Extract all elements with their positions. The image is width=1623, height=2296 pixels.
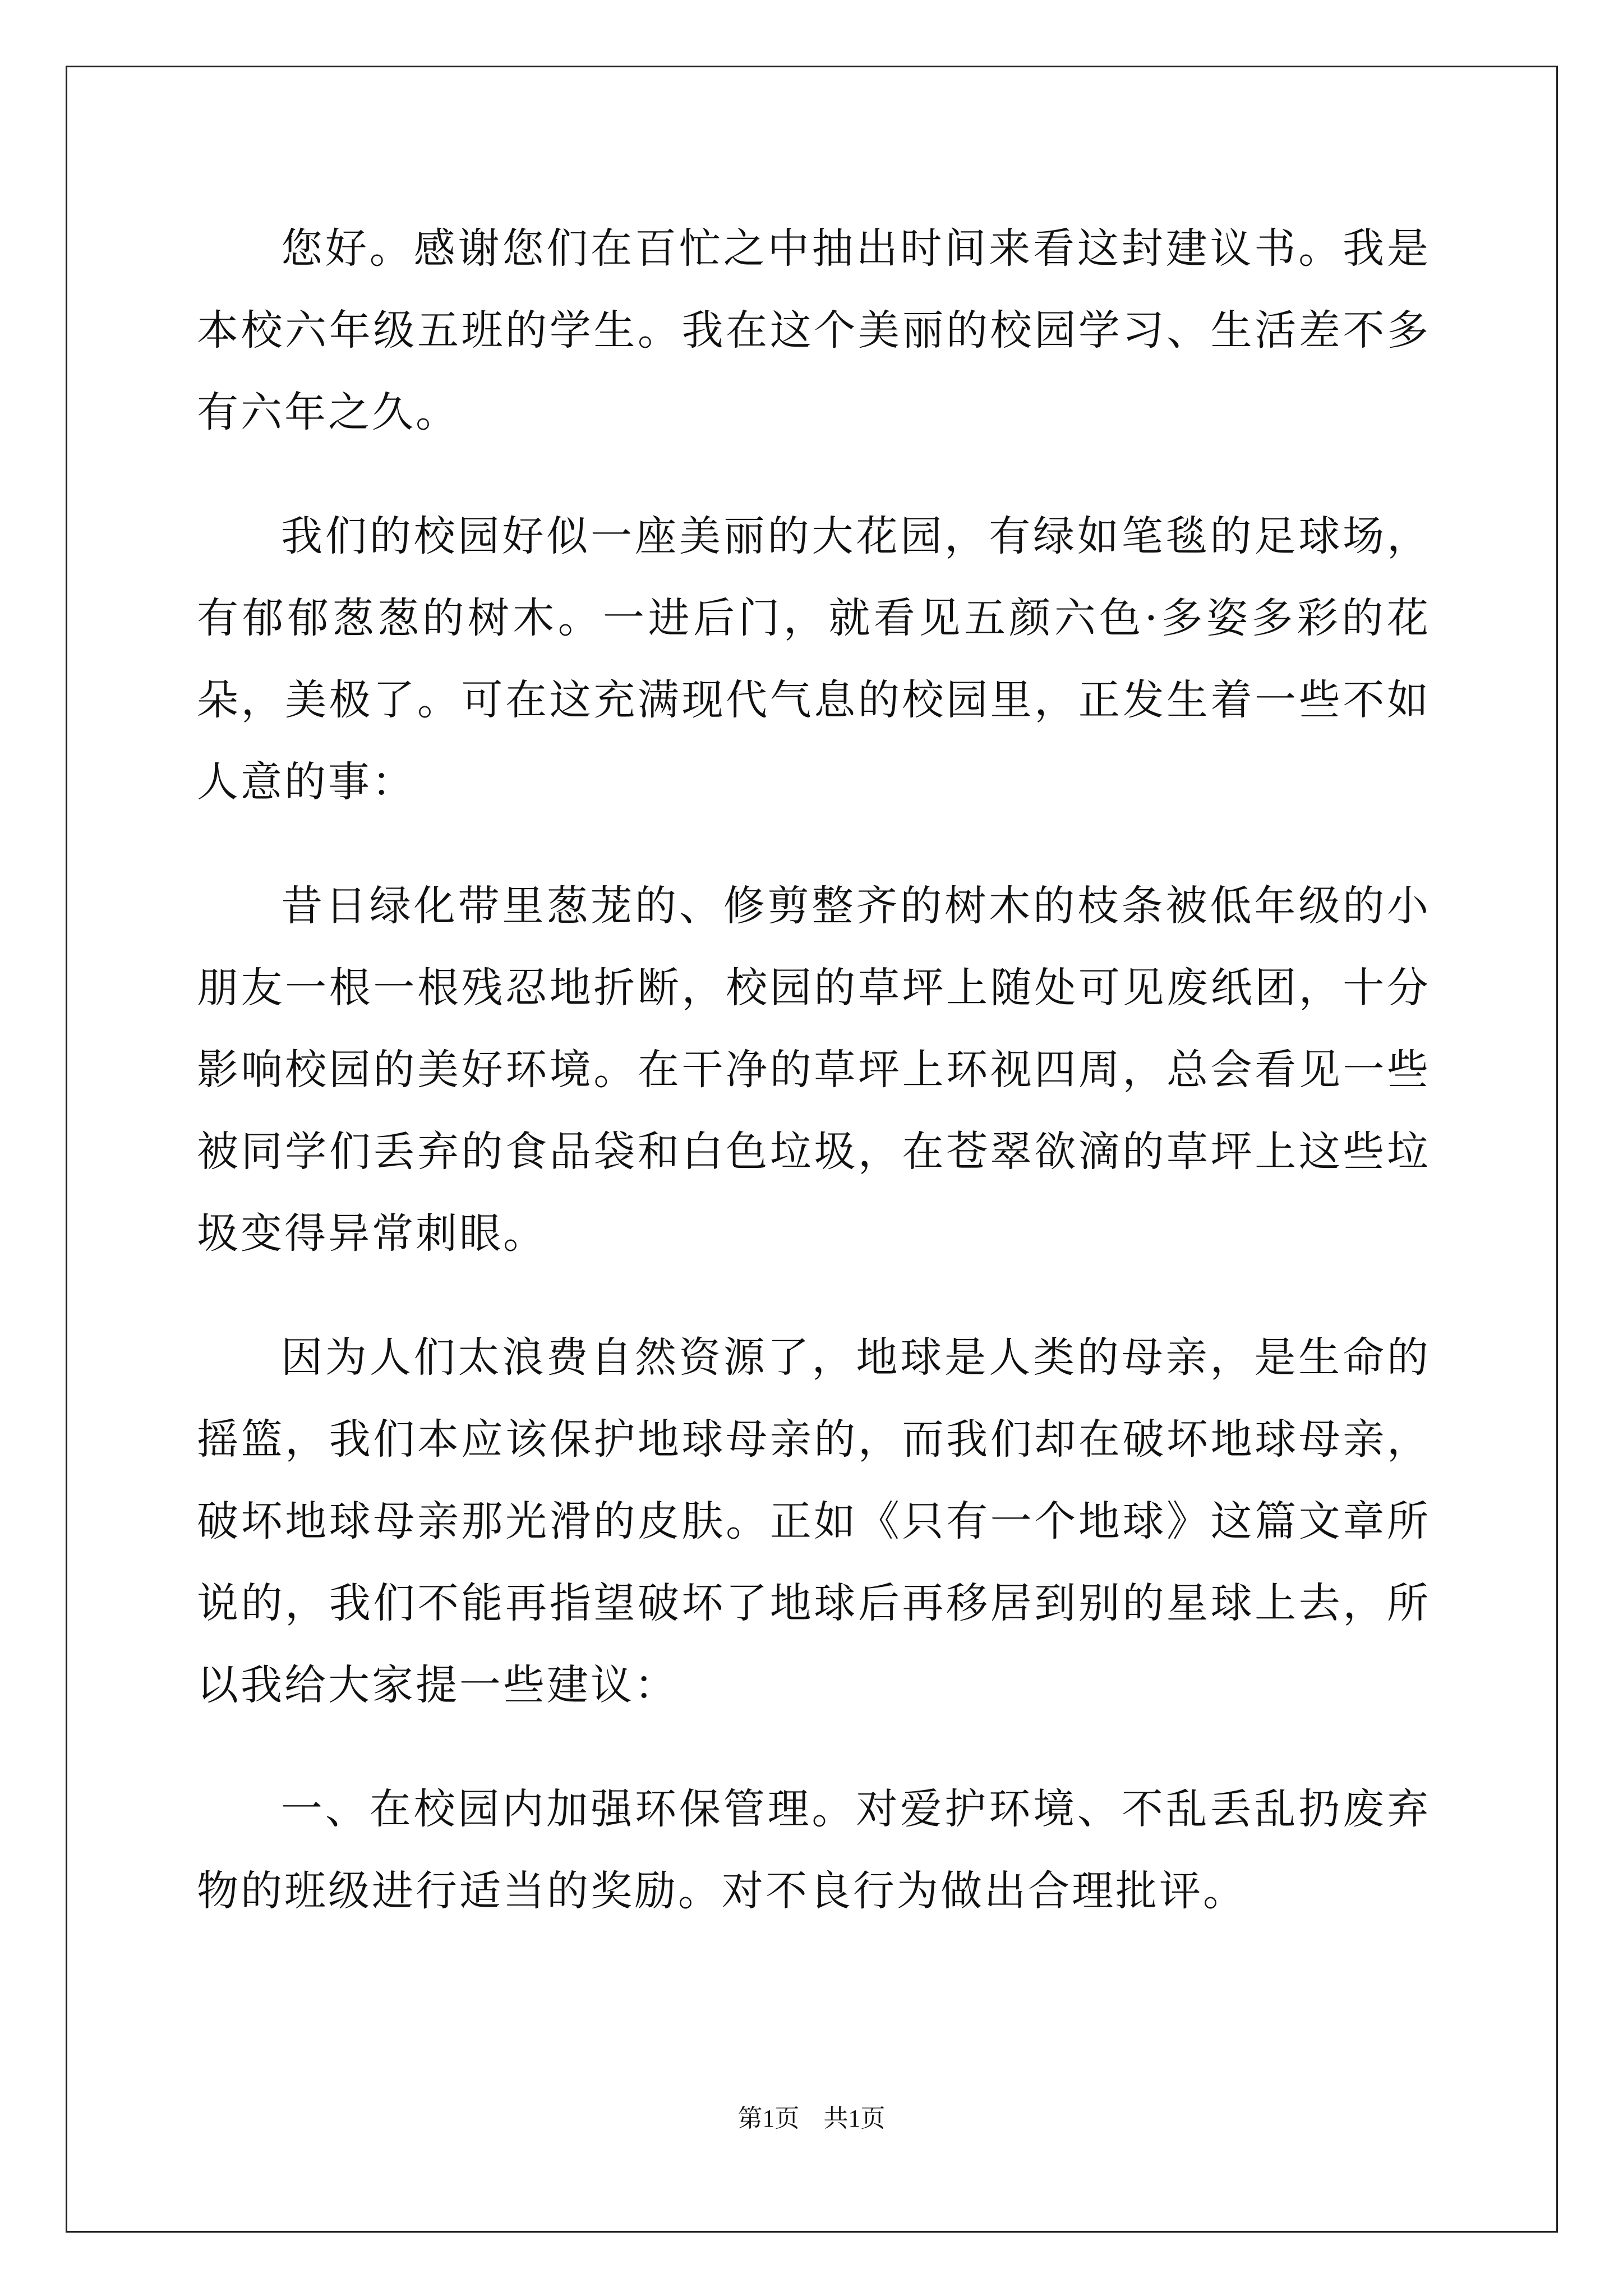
paragraph-suggestion-one: 一、在校园内加强环保管理。对爱护环境、不乱丢乱扔废弃物的班级进行适当的奖励。对不良行为做出合理批评。 — [197, 1785, 1431, 1915]
page-footer — [0, 2098, 1623, 2134]
page-number: 第1页 — [737, 2105, 800, 2132]
paragraph-earth: 因为人们太浪费自然资源了，地球是人类的母亲，是生命的摇篮，我们本应该保护地球母亲的，而我们却在破坏地球母亲，破坏地球母亲那光滑的皮肤。正如《只有一个地球》这篇文章所说的，我们不能再指望破坏了地球后再移居到别的星球上去，所以我给大家提一些建议： — [197, 1333, 1431, 1709]
document-body — [197, 208, 1431, 1974]
page-total: 共1页 — [823, 2105, 886, 2132]
paragraph-campus-description: 我们的校园好似一座美丽的大花园，有绿如笔毯的足球场，有郁郁葱葱的树木。一进后门，就看见五颜六色·多姿多彩的花朵，美极了。可在这充满现代气息的校园里，正发生着一些不如人意的事： — [197, 512, 1431, 806]
paragraph-greeting: 您好。感谢您们在百忙之中抽出时间来看这封建议书。我是本校六年级五班的学生。我在这个美丽的校园学习、生活差不多有六年之久。 — [197, 224, 1431, 436]
paragraph-problems: 昔日绿化带里葱茏的、修剪整齐的树木的枝条被低年级的小朋友一根一根残忍地折断，校园的草坪上随处可见废纸团，十分影响校园的美好环境。在干净的草坪上环视四周，总会看见一些被同学们丢弃的食品袋和白色垃圾，在苍翠欲滴的草坪上这些垃圾变得异常刺眼。 — [197, 882, 1431, 1258]
